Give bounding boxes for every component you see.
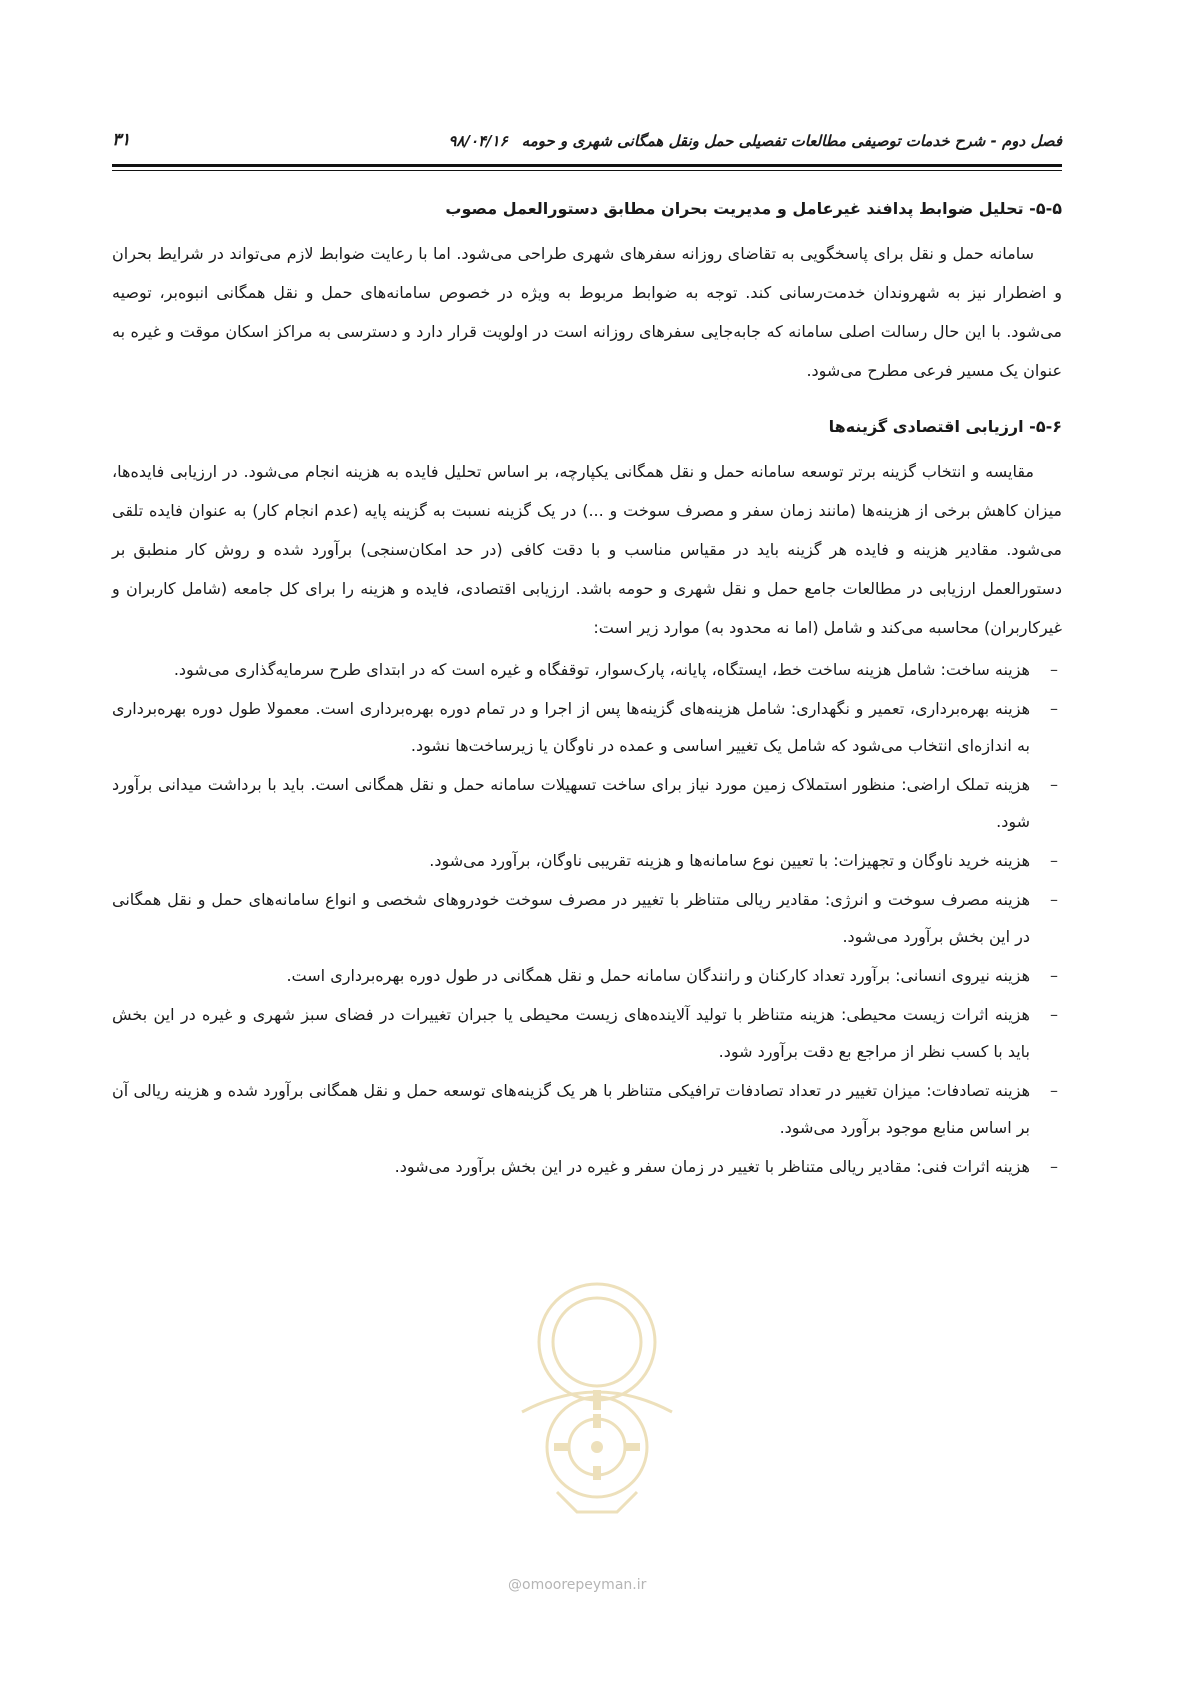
watermark-url: @omoorepeyman.ir — [508, 1577, 647, 1593]
list-item — [112, 766, 1062, 840]
list-item — [112, 1072, 1062, 1146]
list-item-text: هزینه اثرات زیست محیطی: هزینه متناظر با تولید آلاینده‌های زیست محیطی یا جبران تغییرات در فضای سبز شهری و غیره در این بخش باید با کسب نظر از مراجع بع دقت برآورد شود. — [112, 1005, 1030, 1061]
list-item-text: هزینه مصرف سوخت و انرژی: مقادیر ریالی متناظر با تغییر در مصرف سوخت خودروهای شخصی و انواع سامانه‌های حمل و نقل همگانی در این بخش برآورد می‌شود. — [112, 890, 1030, 946]
header-title: فصل دوم - شرح خدمات توصیفی مطالعات تفصیلی حمل ونقل همگانی شهری و حومه — [521, 132, 1062, 150]
section-heading: ۵-۵- تحلیل ضوابط پدافند غیرعامل و مدیریت بحران مطابق دستورالعمل مصوب — [445, 199, 1062, 218]
running-header — [448, 132, 1062, 150]
dash-bullet-icon: – — [1050, 660, 1058, 679]
list-item-text: هزینه تملک اراضی: منظور استملاک زمین مورد نیاز برای ساخت تسهیلات سامانه حمل و نقل همگانی است. باید با برداشت میدانی برآورد شود. — [112, 775, 1030, 831]
list-item — [112, 651, 1062, 688]
list-item — [112, 842, 1062, 879]
cost-list — [112, 651, 1062, 1185]
dash-bullet-icon: – — [1050, 1157, 1058, 1176]
list-item — [112, 690, 1062, 764]
list-item-text: هزینه تصادفات: میزان تغییر در تعداد تصادفات ترافیکی متناظر با هر یک گزینه‌های توسعه حمل و نقل همگانی برآورد شده و هزینه ریالی آن بر اساس منابع موجود برآورد می‌شود. — [112, 1081, 1030, 1137]
dash-bullet-icon: – — [1050, 1005, 1058, 1024]
list-item-text: هزینه اثرات فنی: مقادیر ریالی متناظر با تغییر در زمان سفر و غیره در این بخش برآورد می‌شود. — [394, 1157, 1030, 1176]
list-item-text: هزینه بهره‌برداری، تعمیر و نگهداری: شامل هزینه‌های گزینه‌ها پس از اجرا و در تمام دوره بهره‌برداری است. معمولا طول دوره بهره‌برداری به اندازه‌ای انتخاب می‌شود که شامل یک تغییر اساسی و عمده در ناوگان یا زیرساخت‌ها نشود. — [112, 699, 1030, 755]
document-body — [112, 196, 1062, 1187]
header-date: ۹۸/۰۴/۱۶ — [448, 132, 508, 150]
header-divider-thin — [112, 170, 1062, 171]
page-header — [112, 128, 1062, 168]
dash-bullet-icon: – — [1050, 890, 1058, 909]
dash-bullet-icon: – — [1050, 966, 1058, 985]
list-item — [112, 996, 1062, 1070]
section-paragraph: سامانه حمل و نقل برای پاسخگویی به تقاضای روزانه سفرهای شهری طراحی می‌شود. اما با رعایت ضوابط لازم می‌تواند در شرایط بحران و اضطرار نیز به شهروندان خدمت‌رسانی کند. توجه به ضوابط مربوط به ویژه در خصوص سامانه‌های حمل و نقل همگانی انبوه‌بر، توصیه می‌شود. با این حال رسالت اصلی سامانه که جابه‌جایی سفرهای روزانه است در اولویت قرار دارد و دسترسی به مراکز اسکان موقت و غیره به عنوان یک مسیر فرعی مطرح می‌شود. — [112, 244, 1062, 380]
watermark-logo-icon — [482, 1262, 712, 1522]
dash-bullet-icon: – — [1050, 1081, 1058, 1100]
dash-bullet-icon: – — [1050, 851, 1058, 870]
header-divider — [112, 164, 1062, 167]
dash-bullet-icon: – — [1050, 775, 1058, 794]
list-item-text: هزینه خرید ناوگان و تجهیزات: با تعیین نوع سامانه‌ها و هزینه تقریبی ناوگان، برآورد می‌شود. — [429, 851, 1030, 870]
list-item-text: هزینه ساخت: شامل هزینه ساخت خط، ایستگاه، پایانه، پارک‌سوار، توقفگاه و غیره است که در ابتدای طرح سرمایه‌گذاری می‌شود. — [173, 660, 1030, 679]
list-item — [112, 1148, 1062, 1185]
list-item — [112, 957, 1062, 994]
section-paragraph: مقایسه و انتخاب گزینه برتر توسعه سامانه حمل و نقل همگانی یکپارچه، بر اساس تحلیل فایده به هزینه انجام می‌شود. در ارزیابی فایده‌ها، میزان کاهش برخی از هزینه‌ها (مانند زمان سفر و مصرف سوخت و ...) در یک گزینه نسبت به گزینه پایه (عدم انجام کار) به عنوان فایده تلقی می‌شود. مقادیر هزینه و فایده هر گزینه باید در مقیاس مناسب و با دقت کافی (در حد امکان‌سنجی) برآورد شده و روش کار منطبق بر دستورالعمل ارزیابی در مطالعات جامع حمل و نقل شهری و حومه باشد. ارزیابی اقتصادی، فایده و هزینه را برای کل جامعه (شامل کاربران و غیرکاربران) محاسبه می‌کند و شامل (اما نه محدود به) موارد زیر است: — [112, 462, 1062, 637]
dash-bullet-icon: – — [1050, 699, 1058, 718]
section-heading: ۵-۶- ارزیابی اقتصادی گزینه‌ها — [828, 417, 1062, 436]
list-item — [112, 881, 1062, 955]
page-number: ۳۱ — [112, 130, 131, 150]
list-item-text: هزینه نیروی انسانی: برآورد تعداد کارکنان و رانندگان سامانه حمل و نقل همگانی در طول دوره بهره‌برداری است. — [286, 966, 1030, 985]
